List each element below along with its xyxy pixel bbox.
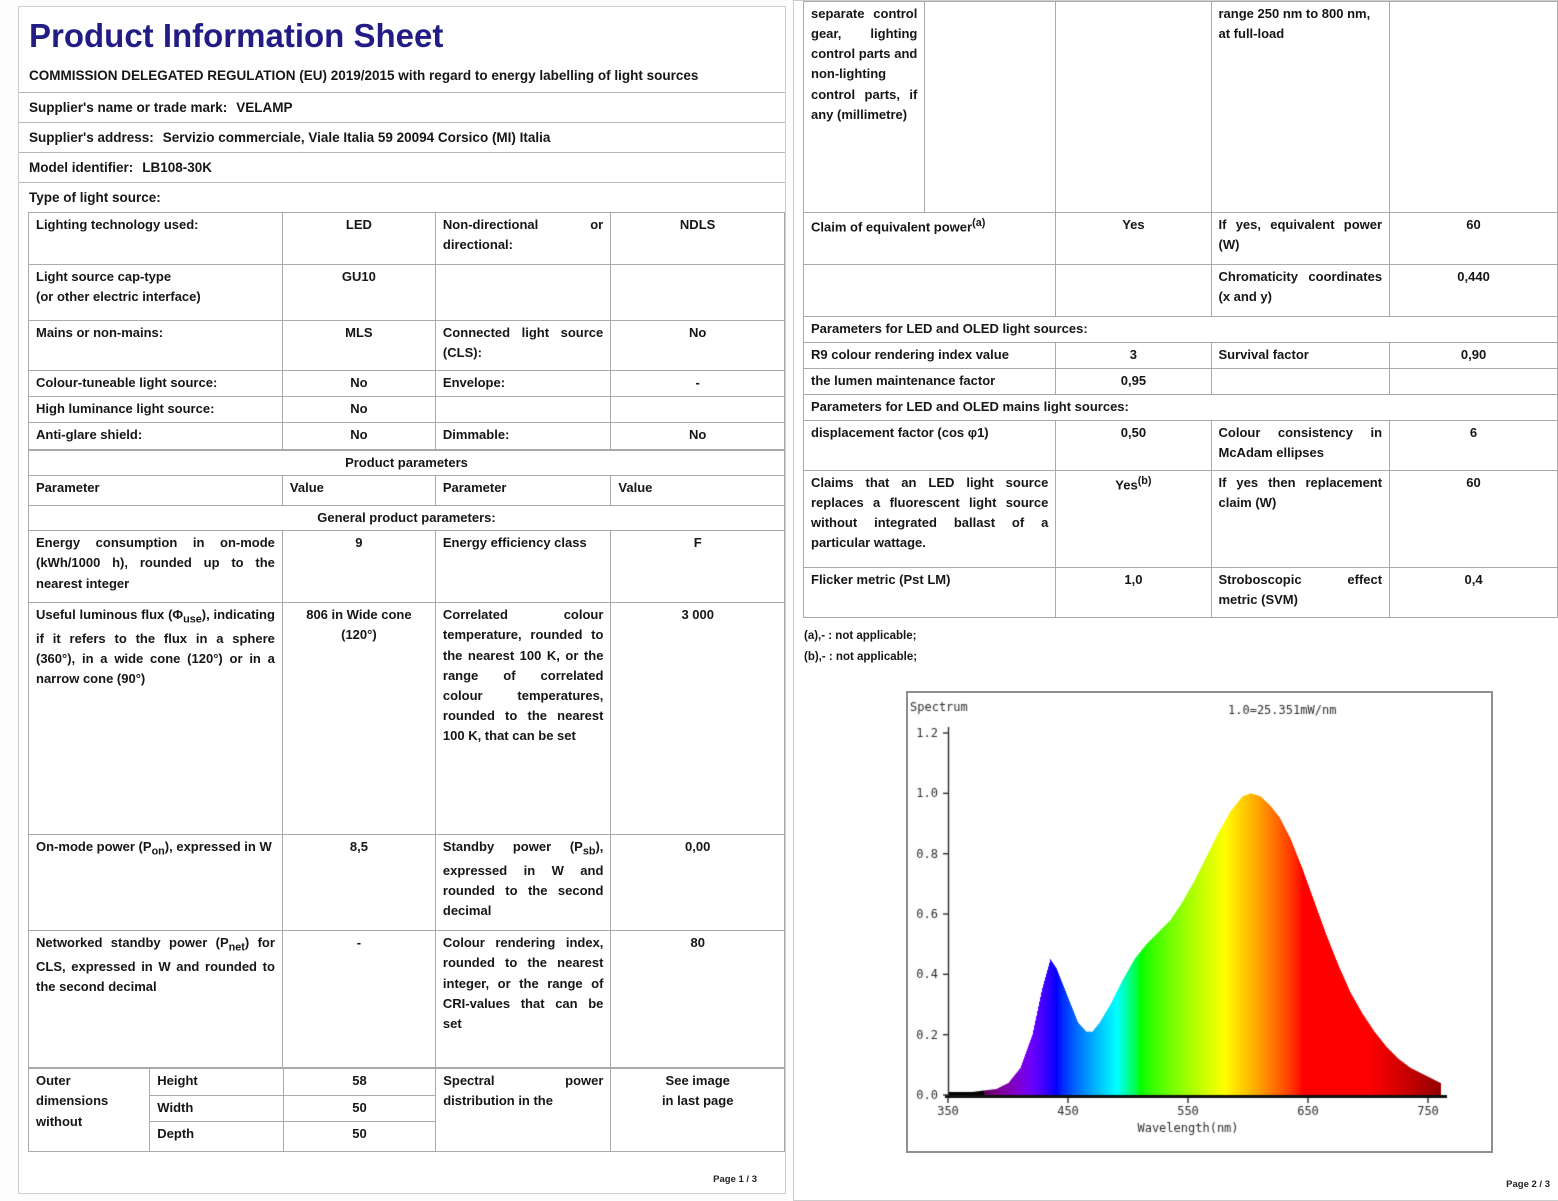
table-cell: No <box>611 320 785 370</box>
table-cell: 0,95 <box>1056 369 1211 395</box>
table-cell <box>1390 2 1558 213</box>
table-cell: Energy consumption in on-mode (kWh/1000 h), rounded up to the nearest integer <box>29 531 283 603</box>
table-cell: No <box>282 422 435 449</box>
table-cell: 3 <box>1056 343 1211 369</box>
table-cell: Light source cap-type (or other electric interface) <box>29 264 283 320</box>
table-cell: If yes then replacement claim (W) <box>1211 471 1390 568</box>
table-cell: Yes <box>1056 213 1211 265</box>
table-cell: Value <box>611 476 785 506</box>
table-row <box>804 213 1558 265</box>
table-cell: 0,90 <box>1390 343 1558 369</box>
table-cell: Anti-glare shield: <box>29 422 283 449</box>
table-row <box>804 568 1558 618</box>
table-row <box>804 343 1558 369</box>
table-cell: Non-directional or directional: <box>435 212 610 264</box>
table-cell <box>1056 2 1211 213</box>
table-row <box>804 471 1558 568</box>
page1-footer: Page 1 / 3 <box>713 1174 757 1185</box>
table-cell: 60 <box>1390 213 1558 265</box>
table-cell: 8,5 <box>282 835 435 931</box>
outer-dimensions-table <box>19 1068 785 1152</box>
table-cell: Width <box>150 1096 283 1122</box>
model-identifier-row <box>19 152 785 182</box>
table-row <box>804 265 1558 317</box>
table-cell: separate control gear, lighting control parts and non-lighting control parts, if any (millimetre) <box>804 2 925 213</box>
continuation-parameters-table <box>794 1 1558 618</box>
type-of-light-source-row <box>19 182 785 212</box>
table-row <box>29 603 785 835</box>
table-cell: Height <box>150 1069 283 1096</box>
footnote-b: (b),- : not applicable; <box>804 650 918 663</box>
table-cell: Product parameters <box>29 450 785 475</box>
page-2 <box>793 0 1558 1201</box>
page-1 <box>18 6 786 1194</box>
table-row <box>29 1069 785 1096</box>
table-cell: 80 <box>611 931 785 1068</box>
spectral-power-distribution-chart <box>906 691 1493 1153</box>
table-cell: Chromaticity coordinates (x and y) <box>1211 265 1390 317</box>
table-cell: Colour-tuneable light source: <box>29 370 283 396</box>
table-cell: Outer dimensions without <box>29 1069 150 1152</box>
table-cell: 0,00 <box>611 835 785 931</box>
table-cell: Correlated colour temperature, rounded to the nearest 100 K, or the range of correlated colour temperatures, rounded to the nearest 100 K, that can be set <box>435 603 611 835</box>
table-cell: Networked standby power $(P_{net})$ for CLS, expressed in W and rounded to the second decimal <box>29 931 283 1068</box>
table-cell: - <box>611 370 785 396</box>
table-cell: 3 000 <box>611 603 785 835</box>
table-cell: If yes, equivalent power (W) <box>1211 213 1390 265</box>
footnotes <box>794 618 1558 667</box>
table-cell: R9 colour rendering index value <box>804 343 1056 369</box>
table-row <box>29 531 785 603</box>
table-cell: Stroboscopic effect metric (SVM) <box>1211 568 1390 618</box>
table-cell: High luminance light source: <box>29 396 283 422</box>
table-cell: Envelope: <box>435 370 610 396</box>
table-row <box>29 212 785 264</box>
table-cell: NDLS <box>611 212 785 264</box>
table-cell <box>804 265 1056 317</box>
table-cell: Value <box>282 476 435 506</box>
table-cell: Survival factor <box>1211 343 1390 369</box>
table-row <box>804 421 1558 471</box>
table-row <box>804 395 1558 421</box>
page1-header <box>19 7 785 92</box>
table-cell: range 250 nm to 800 nm, at full-load <box>1211 2 1390 213</box>
table-cell: No <box>282 396 435 422</box>
table-cell <box>435 396 610 422</box>
footnote-a: (a),- : not applicable; <box>804 630 917 642</box>
table-cell: Colour consistency in McAdam ellipses <box>1211 421 1390 471</box>
table-cell: Dimmable: <box>435 422 610 449</box>
table-cell <box>1390 369 1558 395</box>
table-row <box>29 370 785 396</box>
table-cell: Colour rendering index, rounded to the nearest integer, or the range of CRI-values that can be set <box>435 931 611 1068</box>
table-cell: Parameters for LED and OLED mains light sources: <box>804 395 1558 421</box>
table-cell: Depth <box>150 1122 283 1152</box>
table-row <box>804 317 1558 343</box>
table-cell: 9 <box>282 531 435 603</box>
table-cell: 0,440 <box>1390 265 1558 317</box>
table-cell: No <box>282 370 435 396</box>
table-cell: F <box>611 531 785 603</box>
table-cell: Parameter <box>29 476 283 506</box>
table-row <box>804 2 1558 213</box>
table-cell: MLS <box>282 320 435 370</box>
table-cell: 806 in Wide cone (120°) <box>282 603 435 835</box>
table-cell: Flicker metric (Pst LM) <box>804 568 1056 618</box>
supplier-name-label: Supplier's name or trade mark: <box>29 99 228 115</box>
table-row <box>29 476 785 506</box>
table-cell: Claims that an LED light source replaces a fluorescent light source without integrated ballast of a particular wattage. <box>804 471 1056 568</box>
type-of-light-source-label: Type of light source: <box>29 189 161 205</box>
table-cell: Lighting technology used: <box>29 212 283 264</box>
table-row <box>29 450 785 475</box>
spectrum-canvas <box>908 693 1491 1151</box>
table-cell: Parameters for LED and OLED light sources: <box>804 317 1558 343</box>
page-title: Product Information Sheet <box>29 17 444 54</box>
type-of-light-source-table <box>19 212 785 450</box>
table-cell: See image in last page <box>611 1069 785 1152</box>
table-cell: Standby power $(P_{sb})$, expressed in W and rounded to the second decimal <box>435 835 611 931</box>
supplier-address-row <box>19 122 785 152</box>
table-cell <box>1056 265 1211 317</box>
table-cell: Connected light source (CLS): <box>435 320 610 370</box>
table-cell <box>435 264 610 320</box>
table-cell: 60 <box>1390 471 1558 568</box>
table-row <box>29 264 785 320</box>
table-cell: - <box>282 931 435 1068</box>
table-cell: 58 <box>283 1069 436 1096</box>
table-cell <box>1211 369 1390 395</box>
table-cell: 6 <box>1390 421 1558 471</box>
table-cell: 50 <box>283 1122 436 1152</box>
table-row <box>29 320 785 370</box>
table-cell: Spectral power distribution in the <box>436 1069 611 1152</box>
table-row <box>29 422 785 449</box>
table-cell: 1,0 <box>1056 568 1211 618</box>
table-cell: Yes$^{(b)}$ <box>1056 471 1211 568</box>
table-cell: Claim of equivalent power$^{(a)}$ <box>804 213 1056 265</box>
table-cell: Useful luminous flux $(\Phi_{use})$, indicating if it refers to the flux in a sphere (360°), in a wide cone (120°) or in a narrow cone (90°) <box>29 603 283 835</box>
table-cell <box>611 396 785 422</box>
table-cell: 50 <box>283 1096 436 1122</box>
table-cell: No <box>611 422 785 449</box>
table-cell: Parameter <box>435 476 611 506</box>
table-row <box>29 835 785 931</box>
table-row <box>29 396 785 422</box>
supplier-address-label: Supplier's address: <box>29 129 154 145</box>
table-row <box>29 931 785 1068</box>
table-cell: 0,4 <box>1390 568 1558 618</box>
model-identifier-label: Model identifier: <box>29 159 134 175</box>
table-cell: General product parameters: <box>29 506 785 531</box>
table-cell <box>611 264 785 320</box>
table-cell: Mains or non-mains: <box>29 320 283 370</box>
supplier-name-value: VELAMP <box>236 99 293 115</box>
table-cell: On-mode power $(P_{on})$, expressed in W <box>29 835 283 931</box>
product-parameters-table <box>19 450 785 1068</box>
regulation-subtitle: COMMISSION DELEGATED REGULATION (EU) 2019/2015 with regard to energy labelling of light sources <box>29 68 699 83</box>
supplier-name-row <box>19 92 785 122</box>
table-cell: LED <box>282 212 435 264</box>
table-row <box>29 506 785 531</box>
table-cell <box>925 2 1056 213</box>
model-identifier-value: LB108-30K <box>142 159 213 175</box>
table-cell: GU10 <box>282 264 435 320</box>
supplier-address-value: Servizio commerciale, Viale Italia 59 20094 Corsico (MI) Italia <box>162 129 551 145</box>
table-row <box>804 369 1558 395</box>
table-cell: the lumen maintenance factor <box>804 369 1056 395</box>
table-cell: Energy efficiency class <box>435 531 611 603</box>
table-cell: 0,50 <box>1056 421 1211 471</box>
page2-footer: Page 2 / 3 <box>1506 1179 1550 1190</box>
table-cell: displacement factor (cos φ1) <box>804 421 1056 471</box>
